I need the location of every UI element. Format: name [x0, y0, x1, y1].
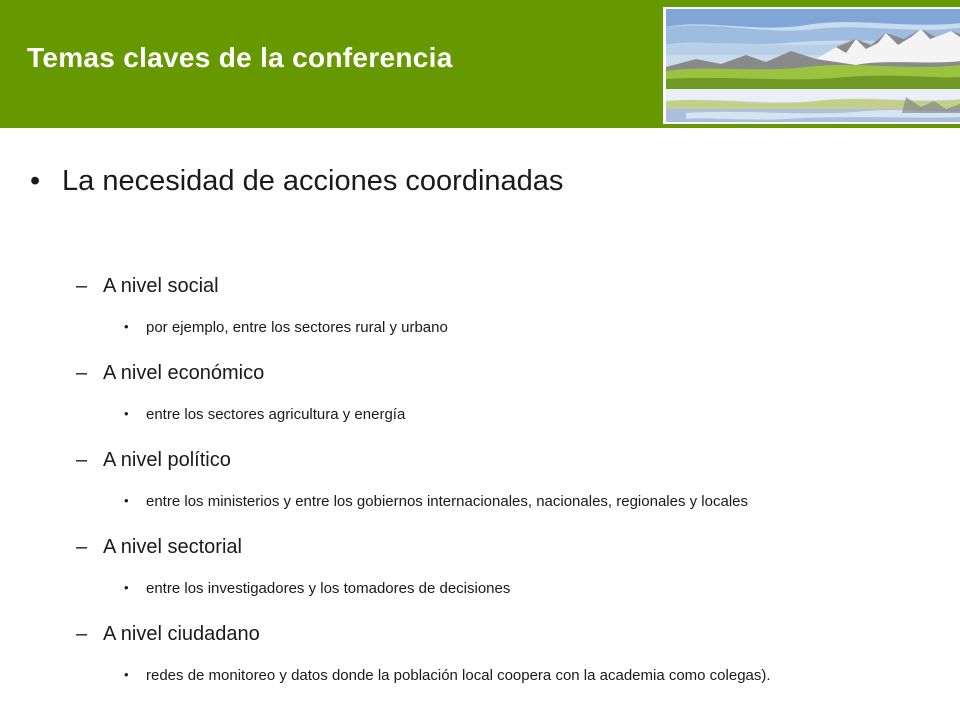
slide-title: Temas claves de la conferencia — [27, 42, 453, 73]
dash-marker: – — [76, 449, 88, 471]
main-point-text: La necesidad de acciones coordinadas — [62, 165, 564, 197]
level-heading-text: A nivel sectorial — [103, 536, 242, 558]
bullet-marker: • — [124, 493, 129, 508]
bullet-marker: • — [124, 406, 129, 421]
dash-marker: – — [76, 362, 88, 384]
bullet-marker: • — [30, 165, 41, 197]
level-heading-text: A nivel político — [103, 449, 231, 471]
level-heading-text: A nivel económico — [103, 362, 265, 384]
level-heading-text: A nivel ciudadano — [103, 623, 260, 645]
level-heading-text: A nivel social — [103, 275, 219, 297]
level-detail-text: entre los investigadores y los tomadores de decisiones — [146, 580, 511, 597]
dash-marker: – — [76, 623, 88, 645]
level-detail-text: entre los ministerios y entre los gobiernos internacionales, nacionales, regionales y locales — [146, 493, 748, 510]
level-detail-text: entre los sectores agricultura y energía — [146, 406, 406, 423]
level-detail-text: redes de monitoreo y datos donde la población local coopera con la academia como colegas). — [146, 667, 771, 684]
dash-marker: – — [76, 536, 88, 558]
dash-marker: – — [76, 275, 88, 297]
bullet-marker: • — [124, 319, 129, 334]
bullet-marker: • — [124, 580, 129, 595]
level-detail-text: por ejemplo, entre los sectores rural y urbano — [146, 319, 448, 336]
bullet-marker: • — [124, 667, 129, 682]
